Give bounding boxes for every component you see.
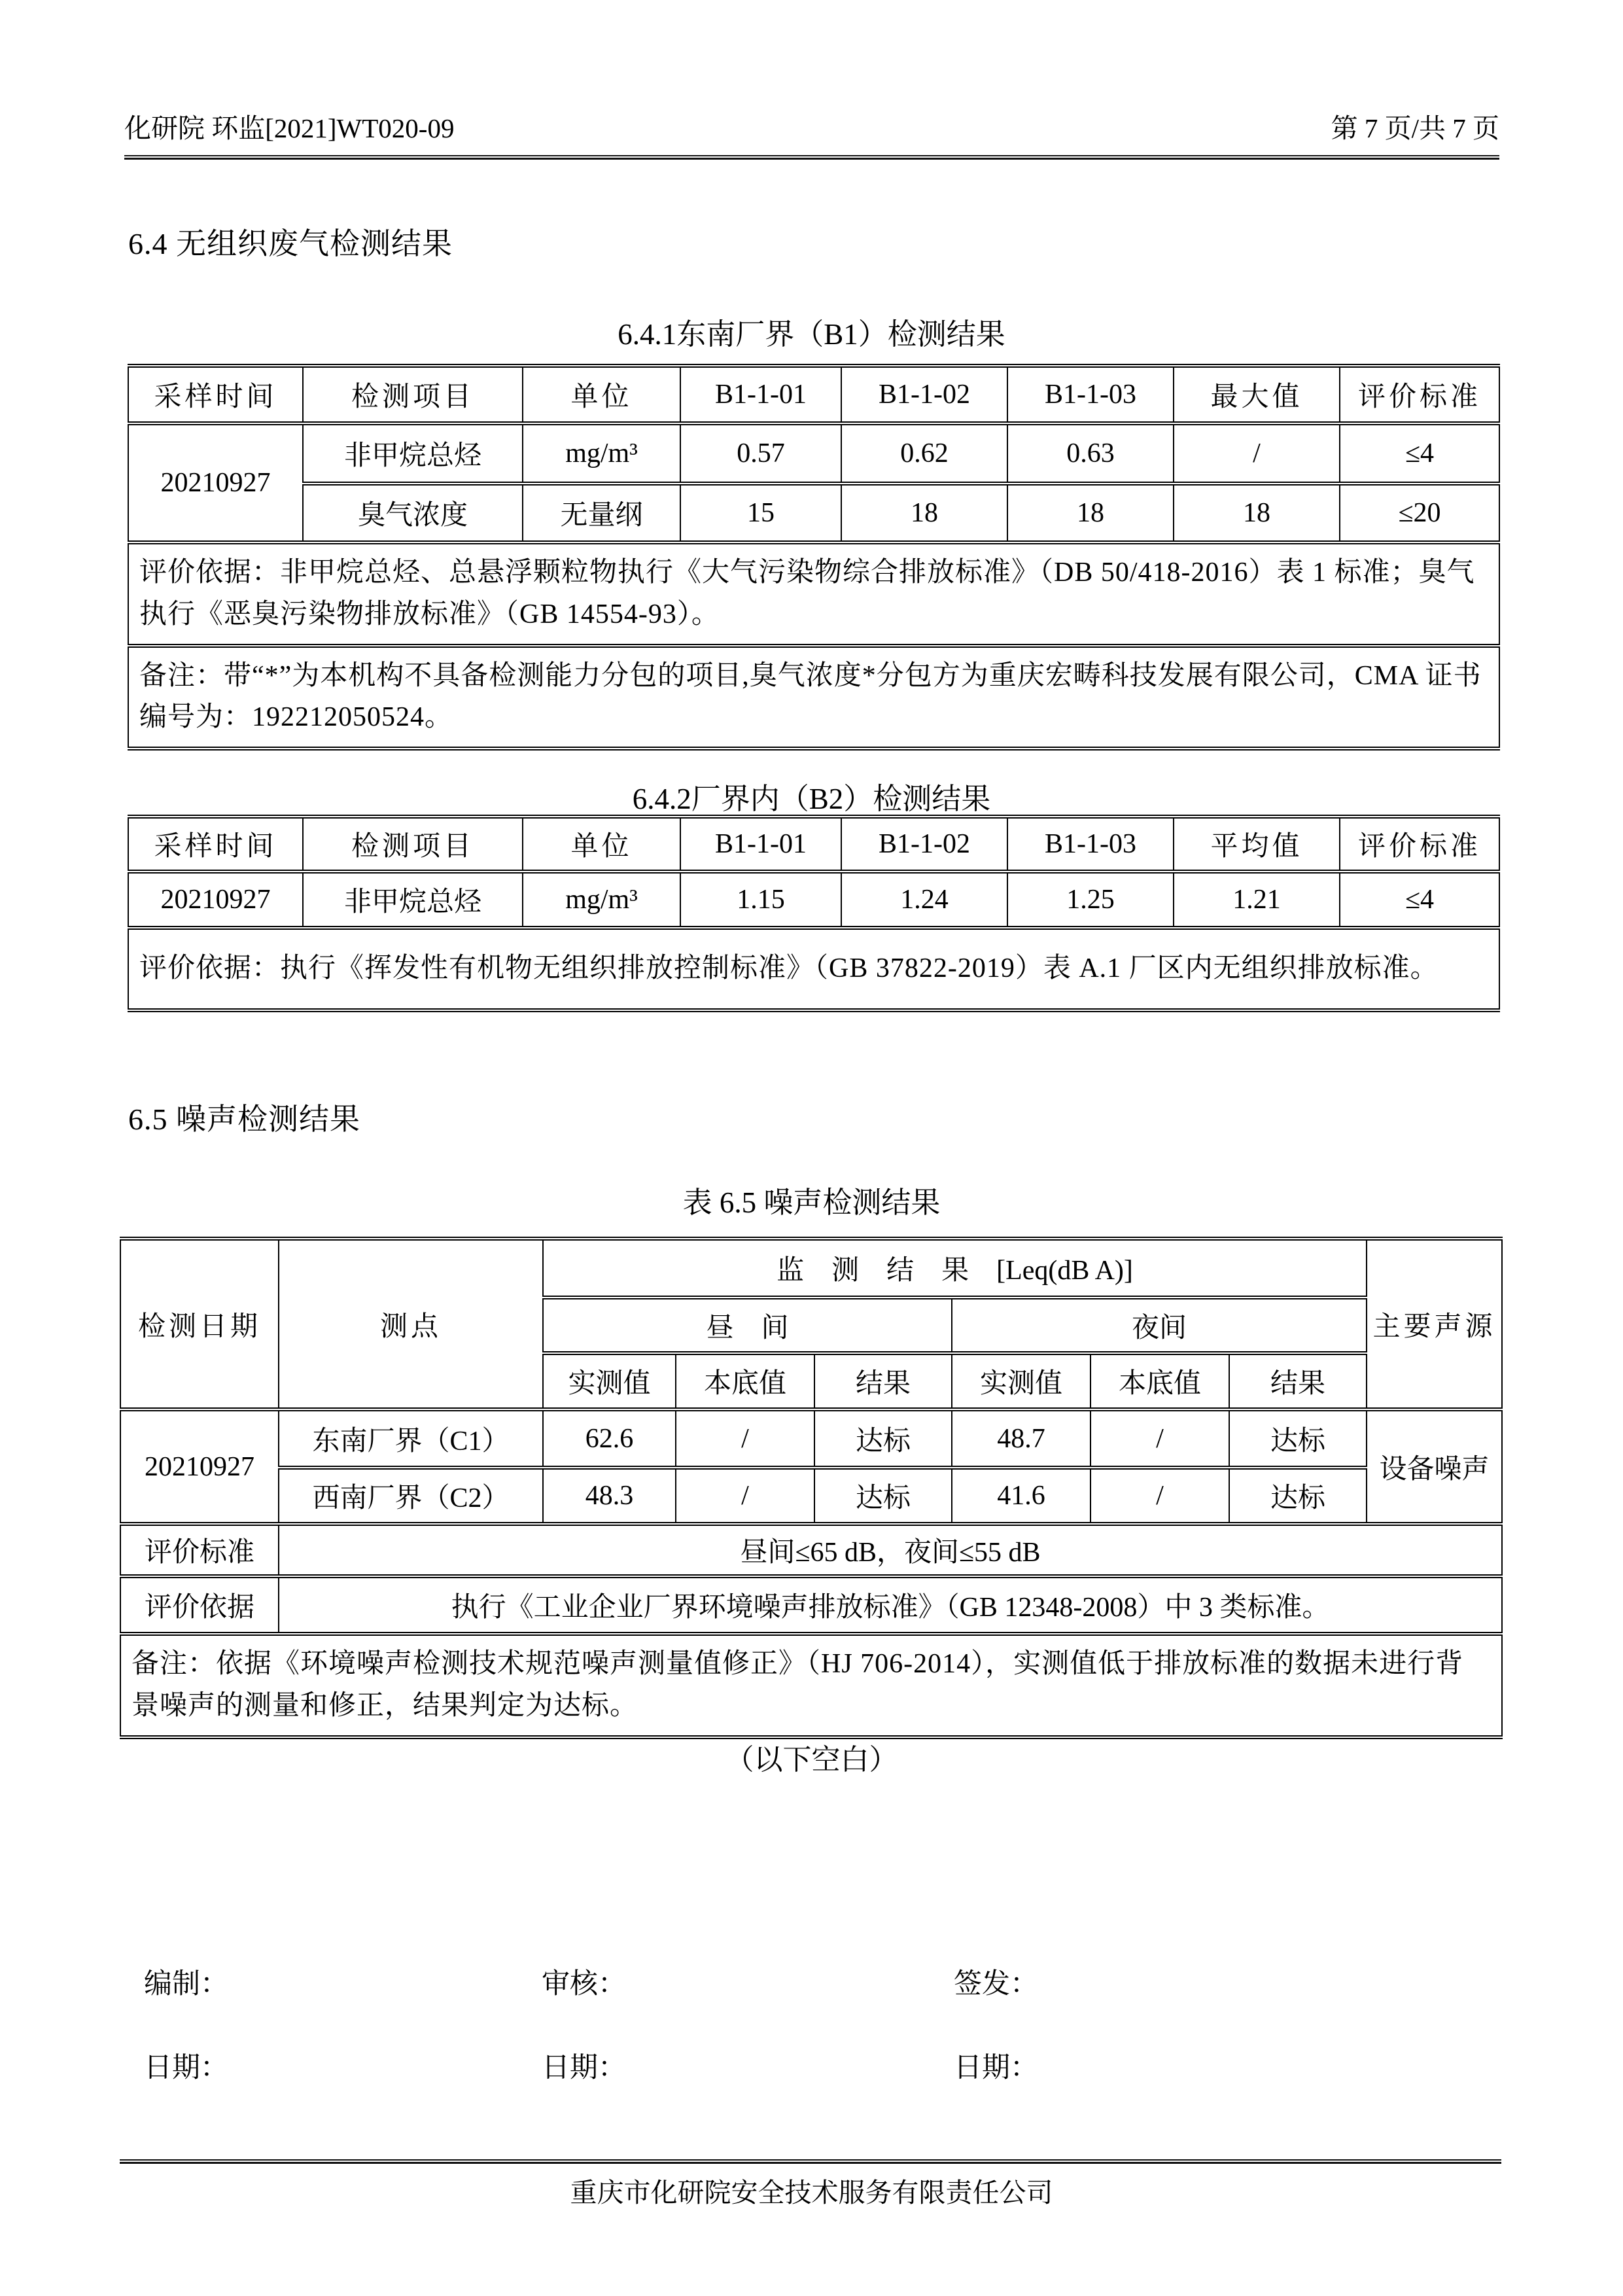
- value-cell: 0.62: [841, 423, 1007, 484]
- date-label: 日期：: [954, 2053, 1038, 2083]
- result-cell: 达标: [814, 1468, 952, 1524]
- value-cell: 1.24: [841, 872, 1007, 928]
- value-cell: /: [1091, 1409, 1229, 1468]
- sample-time-cell: 20210927: [128, 423, 303, 542]
- col-header-source: 主要声源: [1367, 1239, 1502, 1409]
- col-header-point: 测点: [279, 1239, 543, 1409]
- item-cell: 非甲烷总烃: [303, 872, 523, 928]
- basis-row: [128, 542, 1499, 646]
- standard-cell: ≤20: [1340, 484, 1499, 542]
- col-header: B1-1-02: [841, 817, 1007, 872]
- unit-cell: mg/m³: [523, 872, 680, 928]
- avg-cell: 1.21: [1174, 872, 1340, 928]
- below-blank-text: （以下空白）: [725, 1744, 898, 1776]
- noise-note-row: [120, 1634, 1502, 1737]
- col-header-result-group: 监 测 结 果 [Leq(dB A)]: [543, 1239, 1367, 1298]
- value-cell: 1.15: [680, 872, 841, 928]
- col-header: B1-1-02: [841, 366, 1007, 423]
- value-cell: 62.6: [543, 1409, 676, 1468]
- col-header-result: 结果: [1229, 1353, 1367, 1409]
- page-header: [124, 107, 1499, 145]
- value-cell: 18: [841, 484, 1007, 542]
- signature-row: [124, 1962, 1499, 2000]
- unit-cell: mg/m³: [523, 423, 680, 484]
- col-header: 检测项目: [303, 366, 523, 423]
- col-header-measured: 实测值: [543, 1353, 676, 1409]
- col-header: B1-1-03: [1007, 366, 1174, 423]
- table-b2-title: 6.4.2厂界内（B2）检测结果: [632, 783, 991, 815]
- table-b2-header-row: [128, 817, 1499, 872]
- col-header: B1-1-01: [680, 817, 841, 872]
- item-cell: 非甲烷总烃: [303, 423, 523, 484]
- noise-basis-row: [120, 1576, 1502, 1634]
- noise-header-row-1: [120, 1239, 1502, 1298]
- point-cell: 东南厂界（C1）: [279, 1409, 543, 1468]
- standard-cell: ≤4: [1340, 872, 1499, 928]
- value-cell: 1.25: [1007, 872, 1174, 928]
- table-row: [128, 872, 1499, 928]
- col-header: B1-1-01: [680, 366, 841, 423]
- col-header: 最大值: [1174, 366, 1340, 423]
- table-b1-header-row: [128, 366, 1499, 423]
- noise-standard-row: [120, 1524, 1502, 1576]
- noise-table: [120, 1237, 1503, 1739]
- noise-data-row: [120, 1409, 1502, 1468]
- date-label: 日期：: [144, 2053, 228, 2083]
- noise-table-title: 表 6.5 噪声检测结果: [682, 1186, 941, 1219]
- value-cell: /: [676, 1409, 814, 1468]
- sample-time-cell: 20210927: [128, 872, 303, 928]
- footer-rule: [120, 2159, 1501, 2164]
- max-cell: /: [1174, 423, 1340, 484]
- value-cell: 41.6: [952, 1468, 1091, 1524]
- source-cell: 设备噪声: [1367, 1409, 1502, 1524]
- table-row: [128, 484, 1499, 542]
- remark: 备注：带“*”为本机构不具备检测能力分包的项目,臭气浓度*分包方为重庆宏畴科技发展有限公司，CMA 证书编号为：192212050524。: [128, 646, 1499, 749]
- point-cell: 西南厂界（C2）: [279, 1468, 543, 1524]
- table-b1-title: 6.4.1东南厂界（B1）检测结果: [618, 318, 1005, 351]
- standard-label: 评价标准: [120, 1524, 279, 1576]
- date-row: [124, 2045, 1499, 2083]
- footer-company-name: 重庆市化研院安全技术服务有限责任公司: [570, 2178, 1053, 2208]
- result-cell: 达标: [1229, 1409, 1367, 1468]
- col-header: 平均值: [1174, 817, 1340, 872]
- basis-row: [128, 928, 1499, 1010]
- date-label: 日期：: [542, 2053, 626, 2083]
- result-cell: 达标: [1229, 1468, 1367, 1524]
- note-row: [128, 646, 1499, 749]
- col-header-day: 昼 间: [543, 1298, 952, 1353]
- col-header-background: 本底值: [1091, 1353, 1229, 1409]
- value-cell: 0.57: [680, 423, 841, 484]
- table-row: [128, 423, 1499, 484]
- col-header-background: 本底值: [676, 1353, 814, 1409]
- standard-value: 昼间≤65 dB，夜间≤55 dB: [279, 1524, 1502, 1576]
- value-cell: /: [676, 1468, 814, 1524]
- issued-by-label: 签发：: [954, 1969, 1038, 2000]
- date-cell: 20210927: [120, 1409, 279, 1524]
- col-header-measured: 实测值: [952, 1353, 1091, 1409]
- value-cell: 0.63: [1007, 423, 1174, 484]
- value-cell: 15: [680, 484, 841, 542]
- value-cell: 48.7: [952, 1409, 1091, 1468]
- prepared-by-label: 编制：: [144, 1969, 228, 2000]
- evaluation-basis: 评价依据：非甲烷总烃、总悬浮颗粒物执行《大气污染物综合排放标准》（DB 50/418-2016）表 1 标准；臭气执行《恶臭污染物排放标准》（GB 14554-93）。: [128, 542, 1499, 646]
- table-b2: [128, 815, 1500, 1012]
- col-header: 采样时间: [128, 817, 303, 872]
- col-header-date: 检测日期: [120, 1239, 279, 1409]
- col-header: 评价标准: [1340, 817, 1499, 872]
- value-cell: 18: [1007, 484, 1174, 542]
- col-header-result: 结果: [814, 1353, 952, 1409]
- table-b1: [128, 364, 1500, 751]
- noise-data-row: [120, 1468, 1502, 1524]
- evaluation-basis: 评价依据：执行《挥发性有机物无组织排放控制标准》（GB 37822-2019）表 A.1 厂区内无组织排放标准。: [128, 928, 1499, 1010]
- reviewed-by-label: 审核：: [542, 1969, 626, 2000]
- col-header: 检测项目: [303, 817, 523, 872]
- header-rule: [124, 155, 1499, 160]
- col-header: B1-1-03: [1007, 817, 1174, 872]
- result-cell: 达标: [814, 1409, 952, 1468]
- col-header: 采样时间: [128, 366, 303, 423]
- col-header: 评价标准: [1340, 366, 1499, 423]
- section-6-4-heading: 6.4 无组织废气检测结果: [128, 227, 453, 260]
- doc-number: 化研院 环监[2021]WT020-09: [124, 113, 455, 143]
- section-6-5-heading: 6.5 噪声检测结果: [128, 1103, 360, 1136]
- col-header: 单位: [523, 366, 680, 423]
- standard-cell: ≤4: [1340, 423, 1499, 484]
- item-cell: 臭气浓度: [303, 484, 523, 542]
- basis-label: 评价依据: [120, 1576, 279, 1634]
- col-header: 单位: [523, 817, 680, 872]
- basis-value: 执行《工业企业厂界环境噪声排放标准》（GB 12348-2008）中 3 类标准。: [279, 1576, 1502, 1634]
- unit-cell: 无量纲: [523, 484, 680, 542]
- value-cell: /: [1091, 1468, 1229, 1524]
- max-cell: 18: [1174, 484, 1340, 542]
- page-number: 第 7 页/共 7 页: [1331, 113, 1499, 143]
- value-cell: 48.3: [543, 1468, 676, 1524]
- remark: 备注：依据《环境噪声检测技术规范噪声测量值修正》（HJ 706-2014），实测值低于排放标准的数据未进行背景噪声的测量和修正，结果判定为达标。: [120, 1634, 1502, 1737]
- col-header-night: 夜间: [952, 1298, 1367, 1353]
